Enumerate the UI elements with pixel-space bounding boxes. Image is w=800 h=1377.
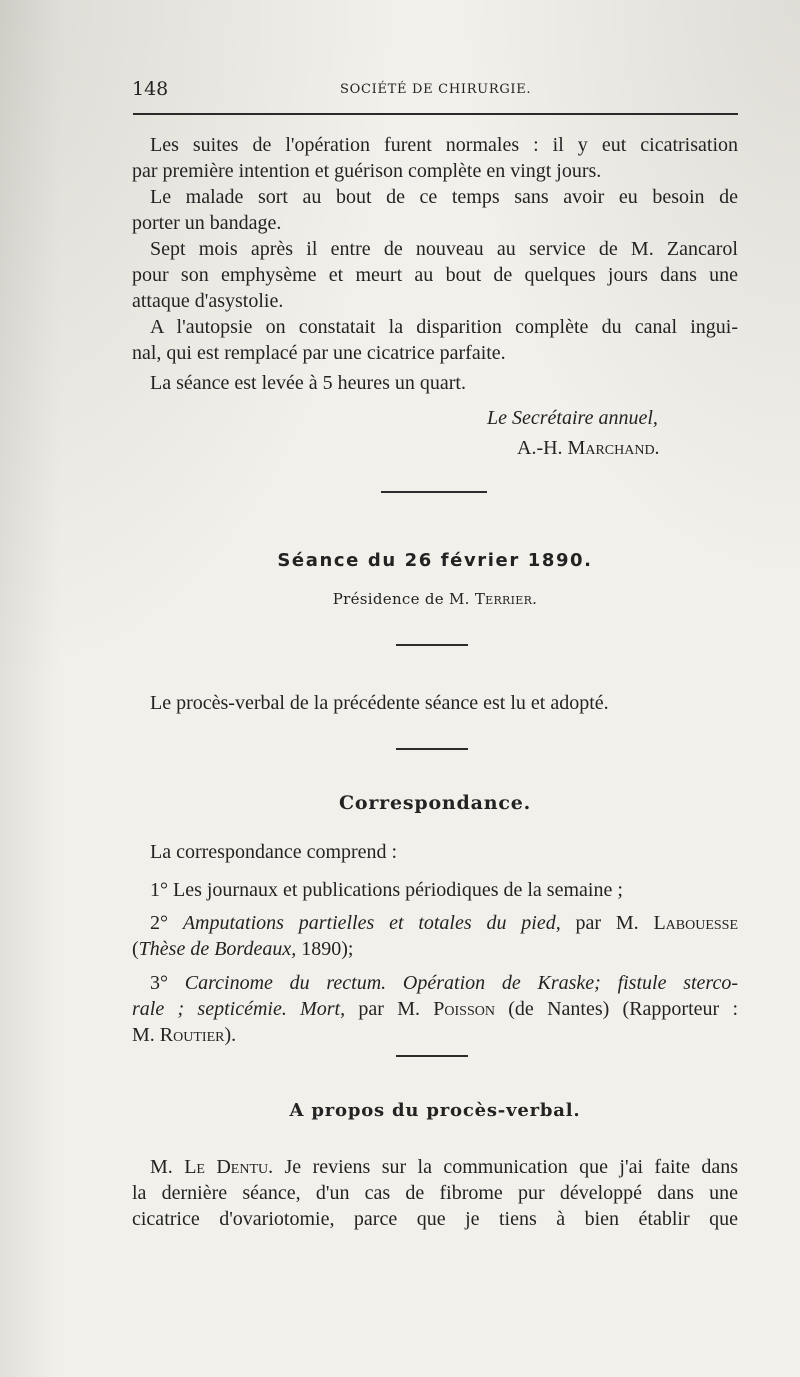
presidence-line (132, 590, 738, 608)
a-propos-line-1 (150, 1154, 738, 1180)
item-3-end: ). (224, 1024, 237, 1046)
item-2-thesis: Thèse de Bordeaux, (138, 938, 297, 960)
item-3-rest: (de Nantes) (Rapporteur : (494, 998, 738, 1020)
president-name: Terrier. (474, 590, 538, 608)
divider-rule (396, 1055, 468, 1057)
item-3-title-part-1: Carcinome du rectum. Opération de Kraske; fistule sterco- (184, 972, 738, 994)
signature-name (517, 437, 717, 460)
signature-surname: Marchand. (567, 437, 660, 459)
running-title: SOCIÉTÉ DE CHIRURGIE. (340, 82, 532, 97)
speaker-prefix: M. (150, 1156, 185, 1178)
correspondance-heading: Correspondance. (338, 792, 532, 814)
item-2-paren: ( (132, 938, 139, 960)
signature-initials: A.-H. (517, 437, 568, 459)
item-3-author: Poisson (433, 998, 495, 1020)
a-propos-line-1-rest: Je reviens sur la communication que j'ai faite dans (273, 1156, 738, 1178)
correspondance-intro: La correspondance comprend : (150, 841, 398, 863)
report-line: A l'autopsie on constatait la disparition complète du canal ingui- (150, 316, 738, 338)
item-2-by: par M. (560, 912, 654, 934)
item-2-author: Labouesse (653, 912, 738, 934)
item-2-number: 2° (150, 912, 183, 934)
item-2-year: 1890); (296, 938, 354, 960)
report-line: porter un bandage. (132, 212, 282, 234)
report-line: Sept mois après il entre de nouveau au service de M. Zancarol (150, 238, 738, 260)
running-head (132, 76, 738, 106)
correspondance-item-3-line-2 (132, 996, 738, 1022)
divider-rule (396, 644, 468, 646)
correspondance-item-2-line-2 (132, 936, 738, 962)
report-line: Les suites de l'opération furent normales : il y eut cicatrisation (150, 134, 738, 156)
report-line: nal, qui est remplacé par une cicatrice parfaite. (132, 342, 506, 364)
item-3-title-part-2: rale ; septicémie. Mort, (132, 998, 346, 1020)
header-rule (133, 113, 738, 115)
divider-rule (396, 748, 468, 750)
presidence-prefix: Présidence de M. (332, 590, 475, 608)
report-line: pour son emphysème et meurt au bout de quelques jours dans une (132, 264, 738, 286)
correspondance-item-3-line-3 (132, 1022, 738, 1048)
speaker-name: Le Dentu. (184, 1156, 274, 1178)
a-propos-line-3: cicatrice d'ovariotomie, parce que je tiens à bien établir que (132, 1208, 738, 1230)
item-3-rapporteur-prefix: M. (132, 1024, 160, 1046)
a-propos-heading: A propos du procès-verbal. (289, 1100, 581, 1121)
a-propos-line-2: la dernière séance, d'un cas de fibrome pur développé dans une (132, 1182, 738, 1204)
seance-title: Séance du 26 février 1890. (277, 550, 593, 571)
page-number: 148 (132, 78, 169, 100)
correspondance-item-2-line-1 (150, 910, 738, 936)
report-line: attaque d'asystolie. (132, 290, 284, 312)
item-3-number: 3° (150, 972, 185, 994)
correspondance-item-1: 1° Les journaux et publications périodiques de la semaine ; (150, 879, 623, 901)
report-line: Le malade sort au bout de ce temps sans avoir eu besoin de (150, 186, 738, 208)
signature-role: Le Secrétaire annuel, (487, 407, 658, 429)
report-line: par première intention et guérison complète en vingt jours. (132, 160, 602, 182)
divider-rule (381, 491, 487, 493)
item-3-by: par M. (345, 998, 434, 1020)
correspondance-item-3-line-1 (150, 970, 738, 996)
proces-verbal-text: Le procès-verbal de la précédente séance est lu et adopté. (150, 692, 609, 714)
item-2-title: Amputations partielles et totales du pied, (182, 912, 561, 934)
report-closing-line: La séance est levée à 5 heures un quart. (150, 372, 466, 394)
item-3-rapporteur: Routier (159, 1024, 225, 1046)
